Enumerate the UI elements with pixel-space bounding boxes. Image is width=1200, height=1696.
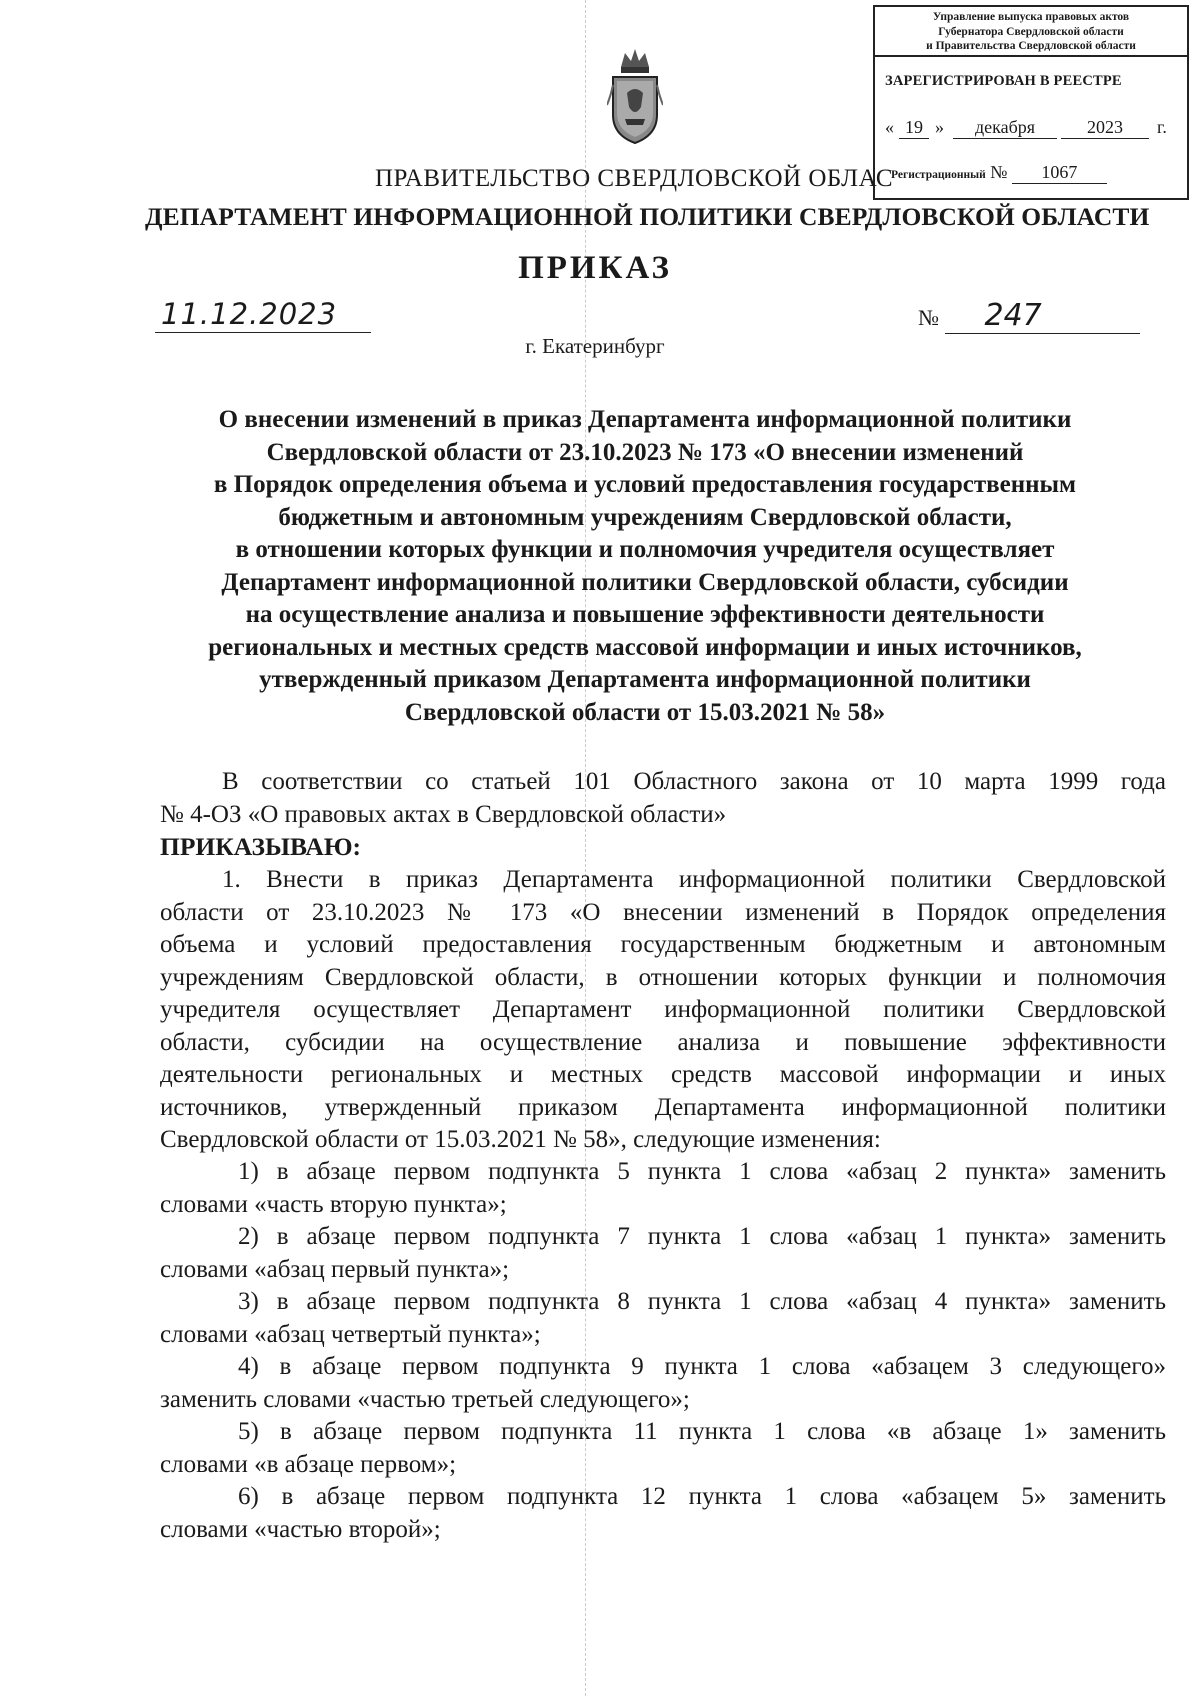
preamble-line: В соответствии со статьей 101 Областного закона от 10 марта 1999 года <box>222 768 1166 795</box>
title-line: бюджетным и автономным учреждениям Свердловской области, <box>278 503 1012 531</box>
stamp-header <box>875 7 1187 57</box>
stamp-registered-label: ЗАРЕГИСТРИРОВАН В РЕЕСТРЕ <box>885 73 1122 89</box>
stamp-year-underline <box>1061 117 1149 139</box>
title-line: Свердловской области от 15.03.2021 № 58» <box>404 698 886 726</box>
stamp-reg-number: 1067 <box>1012 162 1107 184</box>
stamp-reg-label: Регистрационный <box>891 169 986 181</box>
subitem-line: словами «частью второй»; <box>160 1515 441 1543</box>
title-line: утвержденный приказом Департамента информационной политики <box>259 666 1031 693</box>
stamp-day-underline <box>899 117 929 139</box>
title-line: Свердловской области от 23.10.2023 № 173 «О внесении изменений <box>266 438 1024 466</box>
document-title <box>150 404 1140 729</box>
stamp-quote-open: « <box>885 117 894 137</box>
title-line: О внесении изменений в приказ Департамента информационной политики <box>218 406 1072 433</box>
item-1-line: учредителя осуществляет Департамент информационной политики Свердловской <box>160 996 1166 1023</box>
document-type-heading: ПРИКАЗ <box>518 250 672 286</box>
subitem-line: 4) в абзаце первом подпункта 9 пункта 1 слова «абзацем 3 следующего» <box>238 1353 1166 1380</box>
subitem-line: 1) в абзаце первом подпункта 5 пункта 1 слова «абзац 2 пункта» заменить <box>238 1158 1166 1185</box>
item-1-line: источников, утвержденный приказом Департамента информационной политики <box>160 1093 1166 1121</box>
title-line: на осуществление анализа и повышение эффективности деятельности <box>245 601 1045 628</box>
order-no-sign: № <box>918 305 939 330</box>
stamp-header-line: и Правительства Свердловской области <box>926 40 1136 52</box>
subitem-line: заменить словами «частью третьей следующего»; <box>160 1385 690 1413</box>
title-line: в Порядок определения объема и условий предоставления государственным <box>213 471 1077 498</box>
item-1-line: Свердловской области от 15.03.2021 № 58», следующие изменения: <box>160 1126 881 1153</box>
subitem-line: словами «абзац первый пункта»; <box>160 1255 510 1283</box>
government-heading: ПРАВИТЕЛЬСТВО СВЕРДЛОВСКОЙ ОБЛАС <box>375 165 894 192</box>
stamp-year-suffix: г. <box>1157 117 1167 137</box>
item-1-line: учреждениям Свердловской области, в отношении которых функции и полномочия <box>160 963 1166 991</box>
item-1-line: 1. Внести в приказ Департамента информационной политики Свердловской <box>222 866 1166 893</box>
order-date: 11.12.2023 <box>155 296 371 333</box>
preamble-line: № 4-ОЗ «О правовых актах в Свердловской области» <box>160 800 727 828</box>
department-heading: ДЕПАРТАМЕНТ ИНФОРМАЦИОННОЙ ПОЛИТИКИ СВЕРДЛОВСКОЙ ОБЛАСТИ <box>145 202 1150 231</box>
subitem-line: словами «часть вторую пункта»; <box>160 1190 507 1218</box>
stamp-day: 19 <box>905 117 923 137</box>
subitem-line: 5) в абзаце первом подпункта 11 пункта 1 слова «в абзаце 1» заменить <box>238 1418 1166 1445</box>
preamble <box>160 766 1166 864</box>
order-number: 247 <box>945 298 1140 334</box>
subitems-list <box>160 1156 1166 1546</box>
subitem-line: 6) в абзаце первом подпункта 12 пункта 1 слова «абзацем 5» заменить <box>238 1483 1166 1510</box>
coat-of-arms-icon <box>607 45 663 145</box>
subitem-line: 3) в абзаце первом подпункта 8 пункта 1 слова «абзац 4 пункта» заменить <box>238 1288 1166 1315</box>
stamp-header-line: Губернатора Свердловской области <box>938 25 1124 38</box>
stamp-year: 2023 <box>1087 117 1123 137</box>
title-line: региональных и местных средств массовой информации и иных источников, <box>208 633 1082 661</box>
item-1-line: области от 23.10.2023 № 173 «О внесении изменений в Порядок определения <box>160 898 1166 926</box>
item-1-line: области, субсидии на осуществление анализа и повышение эффективности <box>160 1028 1166 1056</box>
command-word: ПРИКАЗЫВАЮ: <box>160 832 362 861</box>
item-1-line: деятельности региональных и местных средств массовой информации и иных <box>160 1061 1166 1088</box>
stamp-header-line: Управление выпуска правовых актов <box>932 11 1130 23</box>
stamp-quote-close: » <box>935 117 944 137</box>
subitem-line: 2) в абзаце первом подпункта 7 пункта 1 слова «абзац 1 пункта» заменить <box>238 1223 1166 1250</box>
title-line: Департамент информационной политики Свердловской области, субсидии <box>221 568 1069 596</box>
title-line: в отношении которых функции и полномочия учредителя осуществляет <box>235 536 1055 563</box>
item-1 <box>160 864 1166 1157</box>
item-1-line: объема и условий предоставления государственным бюджетным и автономным <box>160 931 1166 958</box>
stamp-month-underline <box>953 117 1057 139</box>
subitem-line: словами «абзац четвертый пункта»; <box>160 1320 541 1348</box>
subitem-line: словами «в абзаце первом»; <box>160 1450 457 1478</box>
registration-stamp <box>873 5 1189 200</box>
order-number-field <box>918 298 1140 334</box>
stamp-no-sign: № <box>990 162 1008 182</box>
stamp-month: декабря <box>974 117 1036 137</box>
stamp-registration-number <box>891 162 1107 184</box>
city: г. Екатеринбург <box>525 334 665 358</box>
